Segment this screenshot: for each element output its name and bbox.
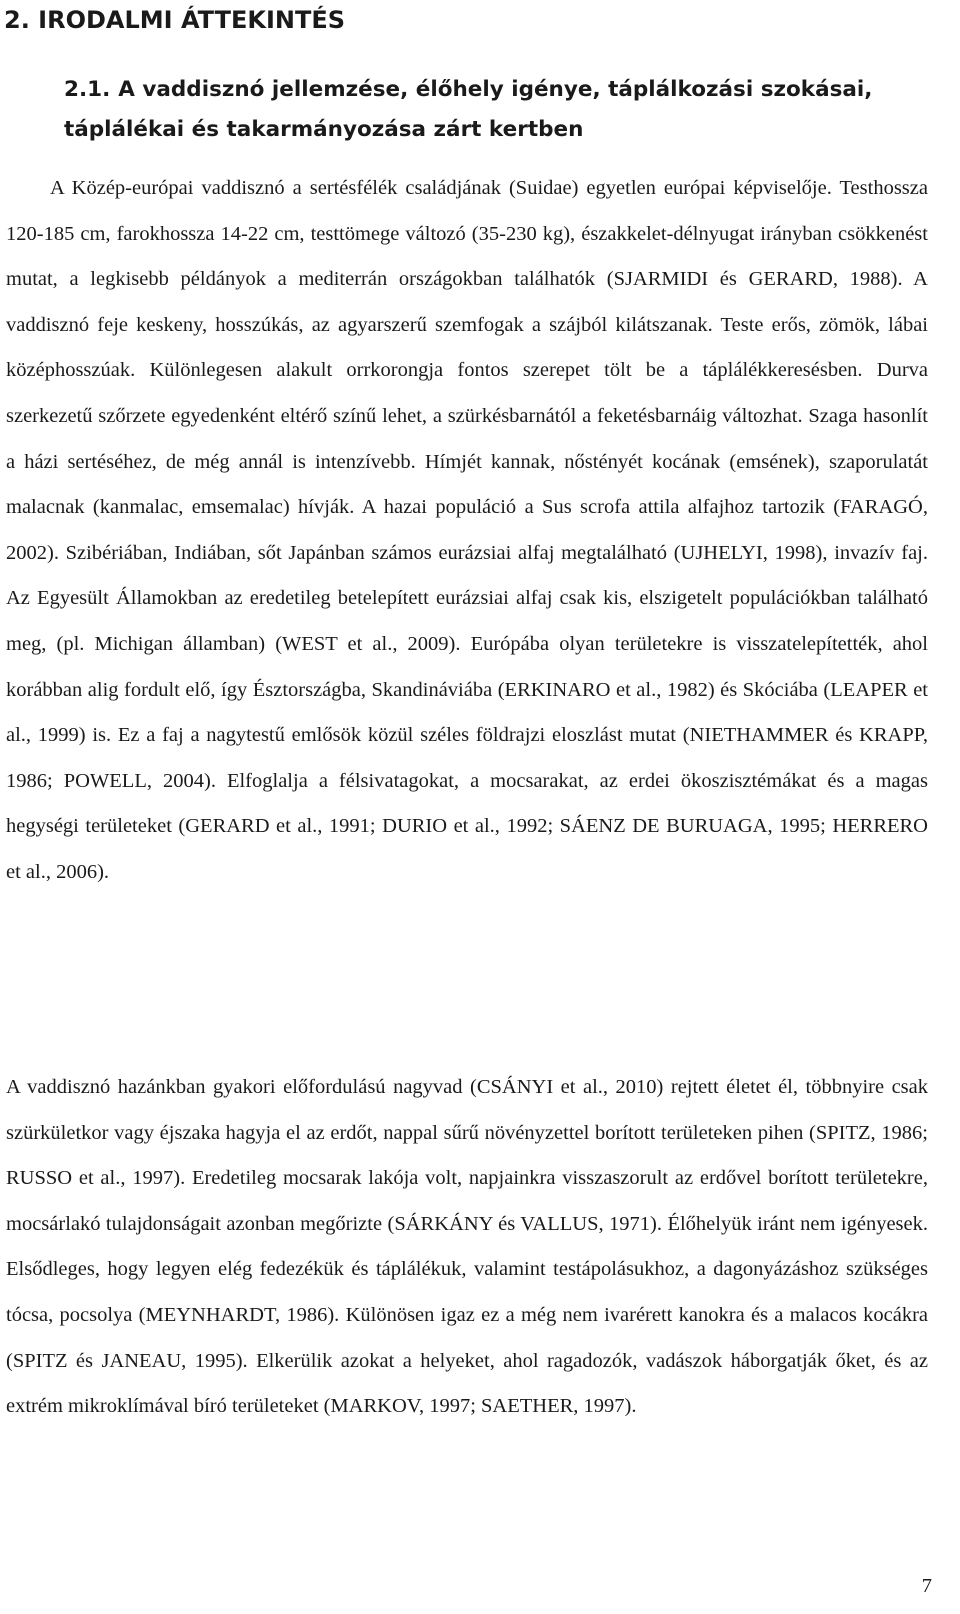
section-heading: [64, 70, 944, 150]
section-title: A vaddisznó jellemzése, élőhely igénye, táplálkozási szokásai, táplálékai és takarmányozása zárt kertben: [64, 77, 873, 142]
section-number: 2.1.: [64, 77, 111, 102]
body-paragraph-2: A vaddisznó hazánkban gyakori előfordulású nagyvad (CSÁNYI et al., 2010) rejtett életet él, többnyire csak szürkületkor vagy éjszaka hagyja el az erdőt, nappal sűrű növényzettel borított területeken pihen (SPITZ, 1986; RUSSO et al., 1997). Eredetileg mocsarak lakója volt, napjainkra visszaszorult az erdővel borított területekre, mocsárlakó tulajdonságait azonban megőrizte (SÁRKÁNY és VALLUS, 1971). Élőhelyük iránt nem igényesek. Elsődleges, hogy legyen elég fedezékük és táplálékuk, valamint testápolásukhoz, a dagonyázáshoz szükséges tócsa, pocsolya (MEYNHARDT, 1986). Különösen igaz ez a még nem ivarérett kanokra és a malacos kocákra (SPITZ és JANEAU, 1995). Elkerülik azokat a helyeket, ahol ragadozók, vadászok háborgatják őket, és az extrém mikroklímával bíró területeket (MARKOV, 1997; SAETHER, 1997).: [6, 1076, 928, 1418]
chapter-heading: 2. IRODALMI ÁTTEKINTÉS: [4, 6, 346, 34]
page-number: 7: [921, 1575, 932, 1597]
body-paragraph-1: A Közép-európai vaddisznó a sertésfélék családjának (Suidae) egyetlen európai képviselője. Testhossza 120-185 cm, farokhossza 14-22 cm, testtömege változó (35-230 kg), északkelet-délnyugat irányban csökkenést mutat, a legkisebb példányok a mediterrán országokban találhatók (SJARMIDI és GERARD, 1988). A vaddisznó feje keskeny, hosszúkás, az agyarszerű szemfogak a szájból kilátszanak. Teste erős, zömök, lábai középhosszúak. Különlegesen alakult orrkorongja fontos szerepet tölt be a táplálékkeresésben. Durva szerkezetű szőrzete egyedenként eltérő színű lehet, a szürkésbarnától a feketésbarnáig változhat. Szaga hasonlít a házi sertéséhez, de még annál is intenzívebb. Hímjét kannak, nőstényét kocának (emsének), szaporulatát malacnak (kanmalac, emsemalac) hívják. A hazai populáció a Sus scrofa attila alfajhoz tartozik (FARAGÓ, 2002). Szibériában, Indiában, sőt Japánban számos eurázsiai alfaj megtalálható (UJHELYI, 1998), invazív faj. Az Egyesült Államokban az eredetileg betelepített eurázsiai alfaj csak kis, elszigetelt populációkban található meg, (pl. Michigan államban) (WEST et al., 2009). Európába olyan területekre is visszatelepítették, ahol korábban alig fordult elő, így Észtországba, Skandináviába (ERKINARO et al., 1982) és Skóciába (LEAPER et al., 1999) is. Ez a faj a nagytestű emlősök közül széles földrajzi eloszlást mutat (NIETHAMMER és KRAPP, 1986; POWELL, 2004). Elfoglalja a félsivatagokat, a mocsarakat, az erdei ökoszisztémákat és a magas hegységi területeket (GERARD et al., 1991; DURIO et al., 1992; SÁENZ DE BURUAGA, 1995; HERRERO et al., 2006).: [6, 177, 928, 883]
